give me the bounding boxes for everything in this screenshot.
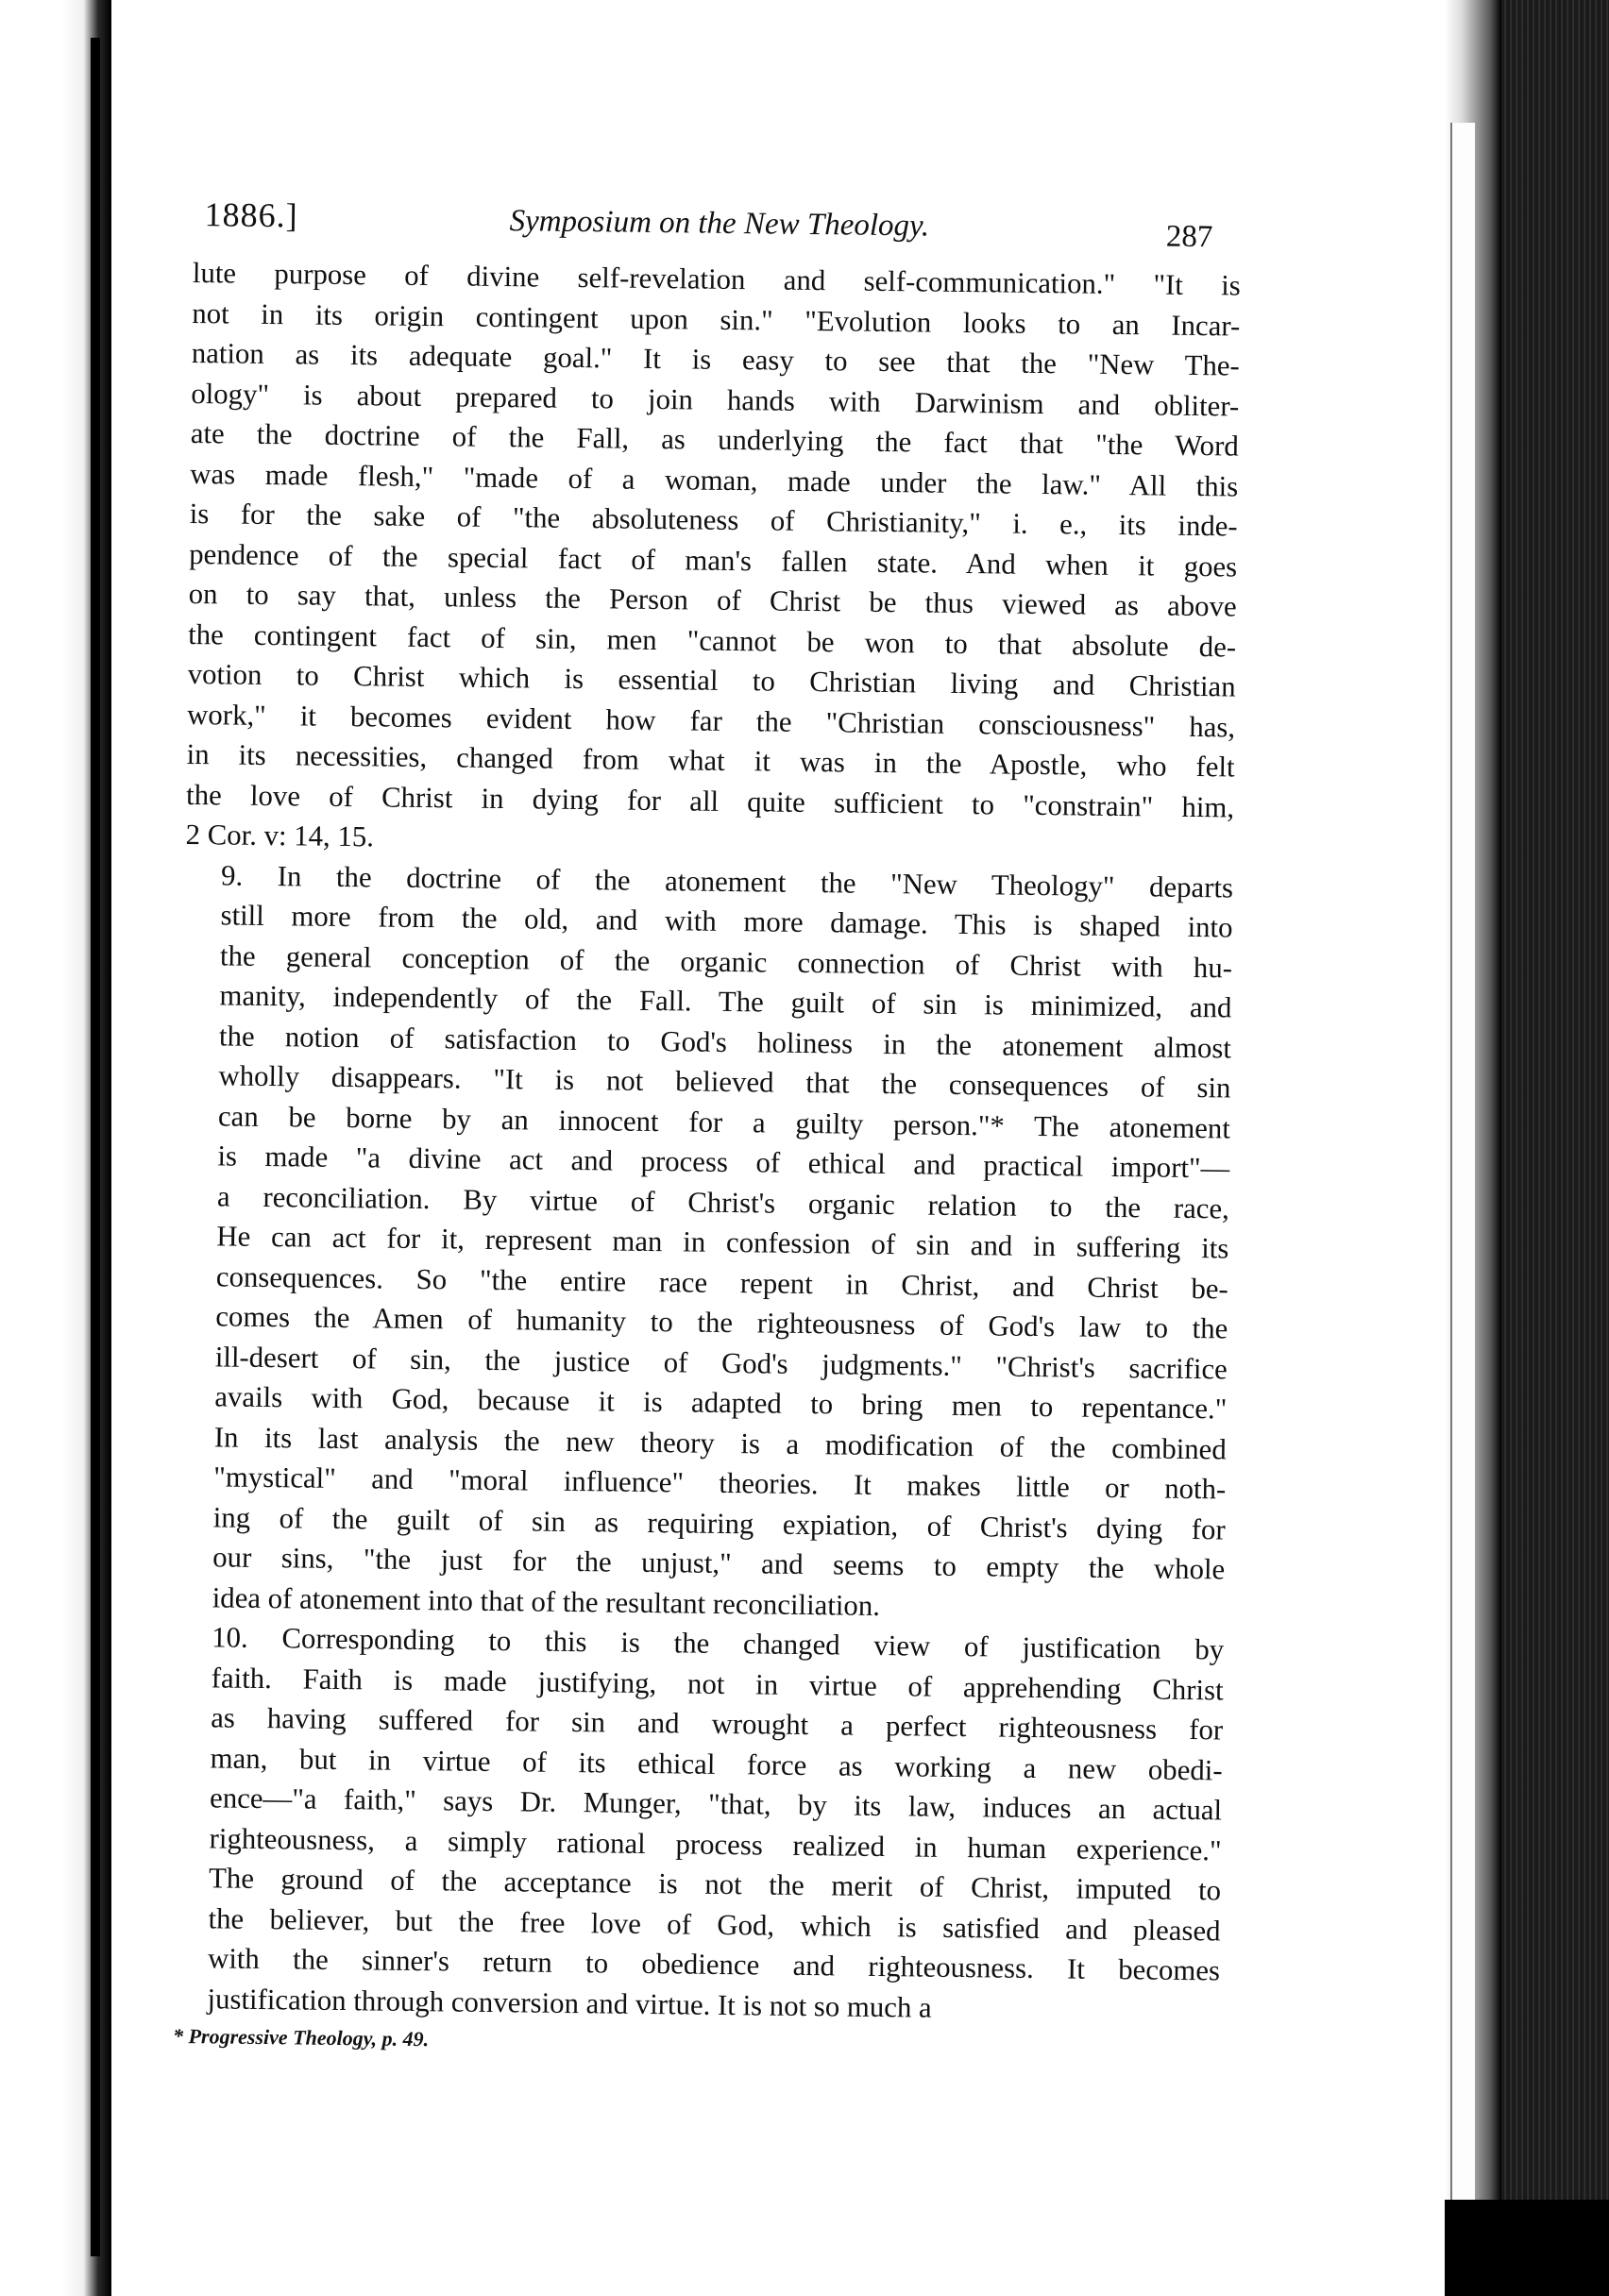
text-line: ology" is about prepared to join hands with Darwinism and obliter- bbox=[191, 377, 1240, 423]
text-line: "mystical" and "moral influence" theories. It makes little or noth- bbox=[213, 1460, 1227, 1506]
running-header bbox=[193, 187, 1242, 276]
text-line: the believer, but the free love of God, which is satisfied and pleased bbox=[208, 1901, 1221, 1947]
text-line: was made flesh," "made of a woman, made under the law." All this bbox=[190, 457, 1239, 503]
text-line: the contingent fact of sin, men "cannot be won to that absolute de- bbox=[188, 617, 1237, 664]
text-line: wholly disappears. "It is not believed that the consequences of sin bbox=[218, 1059, 1231, 1105]
text-line: comes the Amen of humanity to the righteousness of God's law to the bbox=[215, 1300, 1228, 1345]
text-line: consequences. So "the entire race repent in Christ, and Christ be- bbox=[215, 1259, 1229, 1305]
paragraph bbox=[185, 253, 1241, 868]
text-line: the love of Christ in dying for all quite sufficient to "constrain" him, bbox=[185, 778, 1235, 824]
text-line: still more from the old, and with more damage. This is shaped into bbox=[220, 899, 1233, 944]
text-line: work," it becomes evident how far the "Christian consciousness" has, bbox=[186, 698, 1236, 744]
text-line: man, but in virtue of its ethical force as working a new obedi- bbox=[210, 1741, 1223, 1786]
text-line: 10. Corresponding to this is the changed view of justification by bbox=[212, 1621, 1225, 1666]
text-line: ing of the guilt of sin as requiring expiation, of Christ's dying for bbox=[212, 1500, 1226, 1545]
body-text bbox=[171, 253, 1241, 2031]
text-line: avails with God, because it is adapted to bring men to repentance." bbox=[214, 1380, 1228, 1426]
text-line: idea of atonement into that of the resultant reconciliation. bbox=[212, 1580, 881, 1622]
text-line: is made "a divine act and process of ethical and practical import"— bbox=[217, 1140, 1230, 1185]
text-line: 2 Cor. v: 14, 15. bbox=[185, 818, 375, 853]
text-line: In its last analysis the new theory is a modification of the combined bbox=[213, 1420, 1227, 1465]
page-edges-bottom bbox=[1445, 2200, 1609, 2296]
text-line: manity, independently of the Fall. The guilt of sin is minimized, and bbox=[219, 979, 1232, 1024]
footnote: * Progressive Theology, p. 49. bbox=[172, 2023, 430, 2051]
header-year: 1886.] bbox=[204, 195, 298, 235]
book-page bbox=[169, 187, 1242, 2201]
binding-edge bbox=[91, 38, 100, 2256]
text-line: faith. Faith is made justifying, not in virtue of apprehending Christ bbox=[211, 1661, 1224, 1706]
text-line: ence—"a faith," says Dr. Munger, "that, by its law, induces an actual bbox=[209, 1781, 1223, 1827]
text-line: He can act for it, represent man in confession of sin and in suffering its bbox=[216, 1220, 1229, 1265]
text-line: our sins, "the just for the unjust," and seems to empty the whole bbox=[212, 1541, 1226, 1586]
text-line: ill-desert of sin, the justice of God's judgments." "Christ's sacrifice bbox=[214, 1340, 1228, 1385]
text-line: on to say that, unless the Person of Christ be thus viewed as above bbox=[188, 577, 1237, 623]
header-title: Symposium on the New Theology. bbox=[509, 204, 930, 244]
text-line: as having suffered for sin and wrought a perfect righteousness for bbox=[210, 1701, 1224, 1747]
text-line: the notion of satisfaction to God's holiness in the atonement almost bbox=[218, 1019, 1232, 1064]
paragraph bbox=[176, 854, 1233, 1629]
text-line: justification through conversion and virtue. It is not so much a bbox=[207, 1982, 932, 2024]
text-line: not in its origin contingent upon sin." "Evolution looks to an Incar- bbox=[192, 296, 1241, 343]
text-line: a reconciliation. By virtue of Christ's organic relation to the race, bbox=[216, 1179, 1230, 1224]
book-binding-left bbox=[0, 0, 111, 2296]
text-line: nation as its adequate goal." It is easy to see that the "New The- bbox=[191, 336, 1240, 382]
page-edge-highlight bbox=[1450, 123, 1475, 2209]
text-line: is for the sake of "the absoluteness of Christianity," i. e., its inde- bbox=[189, 497, 1238, 543]
text-line: 9. In the doctrine of the atonement the "New Theology" departs bbox=[220, 858, 1234, 904]
text-line: pendence of the special fact of man's fallen state. And when it goes bbox=[189, 537, 1238, 583]
text-line: the general conception of the organic connection of Christ with hu- bbox=[219, 938, 1233, 984]
text-line: ate the doctrine of the Fall, as underlying the fact that "the Word bbox=[190, 416, 1239, 463]
text-line: in its necessities, changed from what it was in the Apostle, who felt bbox=[186, 737, 1235, 784]
text-line: righteousness, a simply rational process realized in human experience." bbox=[209, 1821, 1222, 1866]
text-line: with the sinner's return to obedience and righteousness. It becomes bbox=[207, 1942, 1221, 1987]
paragraph bbox=[171, 1617, 1224, 2032]
text-line: The ground of the acceptance is not the merit of Christ, imputed to bbox=[208, 1862, 1222, 1907]
text-line: can be borne by an innocent for a guilty person."* The atonement bbox=[217, 1099, 1231, 1144]
page-number: 287 bbox=[1165, 219, 1213, 255]
page-edges-right bbox=[1445, 0, 1609, 2296]
text-line: lute purpose of divine self-revelation and self-communication." "It is bbox=[192, 256, 1241, 302]
text-line: votion to Christ which is essential to Christian living and Christian bbox=[187, 657, 1236, 703]
